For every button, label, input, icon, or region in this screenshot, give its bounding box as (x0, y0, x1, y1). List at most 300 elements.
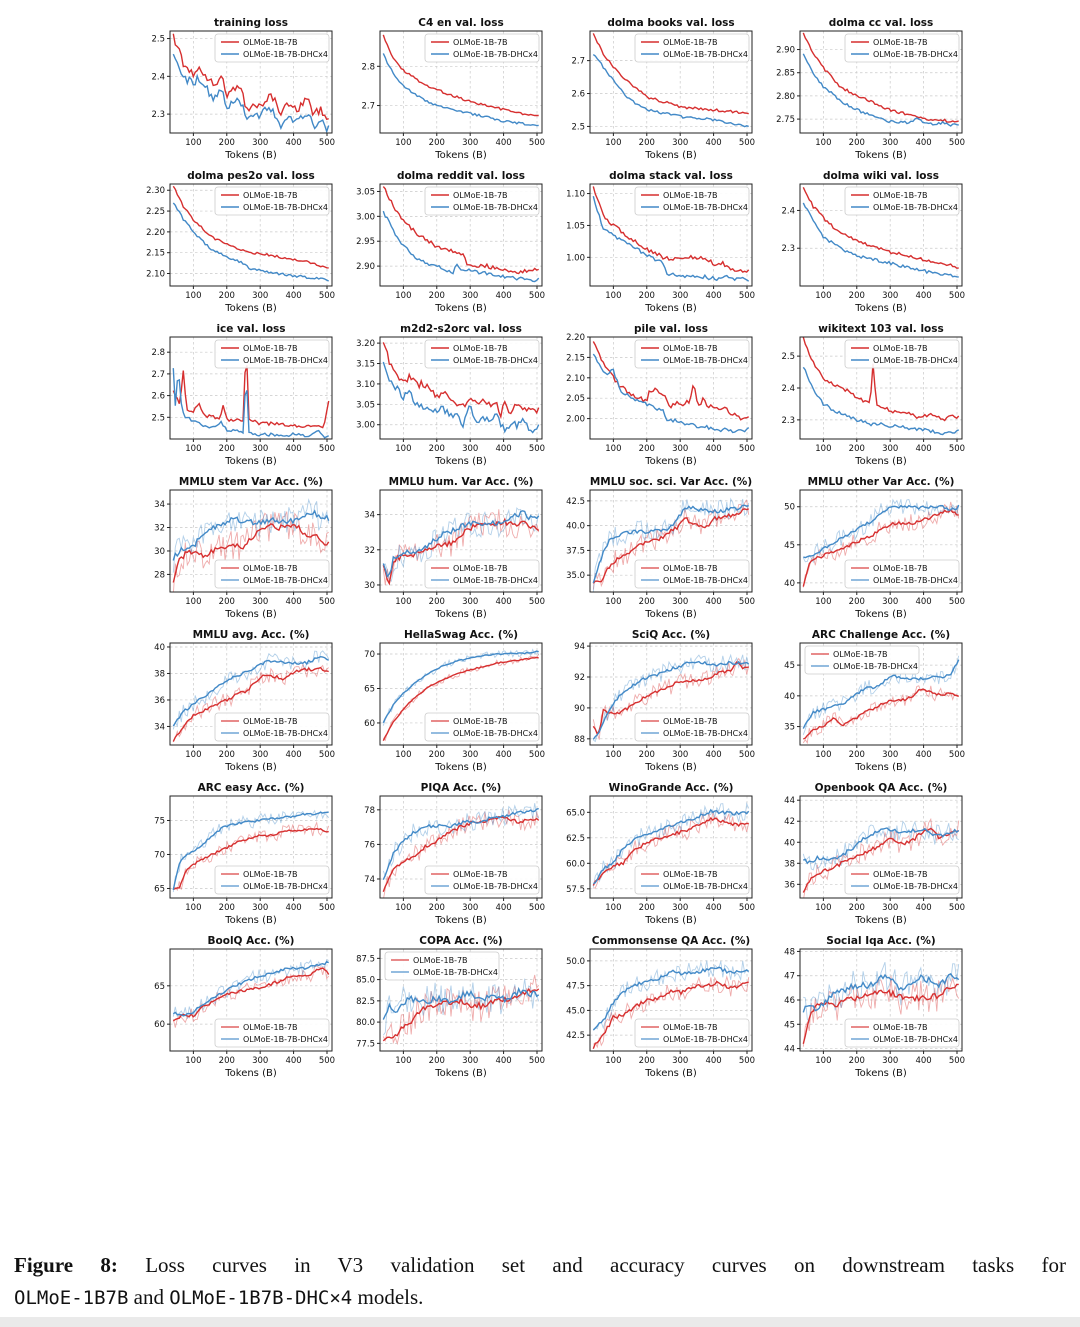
caption-conjunction: and (133, 1284, 164, 1309)
chart-title: Social Iqa Acc. (%) (826, 935, 936, 947)
svg-text:500: 500 (738, 903, 756, 913)
figure-caption (14, 1250, 1066, 1313)
svg-text:OLMoE-1B-7B-DHCx4: OLMoE-1B-7B-DHCx4 (873, 576, 959, 585)
svg-text:2.4: 2.4 (151, 72, 165, 83)
chart-title: ARC easy Acc. (%) (197, 782, 305, 794)
svg-text:500: 500 (528, 444, 546, 454)
chart-title: MMLU hum. Var Acc. (%) (388, 476, 534, 488)
svg-text:40: 40 (154, 642, 165, 653)
subplot-social-iqa-acc (758, 932, 968, 1085)
svg-text:2.10: 2.10 (146, 269, 165, 280)
subplot-sciq-acc (548, 626, 758, 779)
legend (635, 34, 749, 62)
legend (215, 340, 329, 368)
svg-text:200: 200 (848, 444, 865, 454)
svg-text:100: 100 (395, 597, 412, 607)
svg-text:2.95: 2.95 (356, 237, 375, 248)
svg-text:400: 400 (705, 597, 722, 607)
svg-text:2.3: 2.3 (781, 415, 795, 426)
svg-text:200: 200 (848, 750, 865, 760)
chart-title: m2d2-s2orc val. loss (400, 323, 522, 335)
chart-title: dolma reddit val. loss (396, 170, 526, 182)
svg-text:OLMoE-1B-7B: OLMoE-1B-7B (453, 191, 508, 200)
svg-text:OLMoE-1B-7B: OLMoE-1B-7B (453, 564, 508, 573)
svg-text:200: 200 (638, 291, 655, 301)
svg-text:100: 100 (395, 750, 412, 760)
chart-title: dolma cc val. loss (828, 17, 934, 29)
svg-text:47: 47 (784, 971, 795, 982)
svg-text:300: 300 (882, 903, 899, 913)
chart-title: BoolQ Acc. (%) (207, 935, 295, 947)
svg-text:75: 75 (154, 816, 165, 827)
svg-text:OLMoE-1B-7B-DHCx4: OLMoE-1B-7B-DHCx4 (873, 882, 959, 891)
svg-text:200: 200 (218, 444, 235, 454)
svg-text:OLMoE-1B-7B-DHCx4: OLMoE-1B-7B-DHCx4 (873, 203, 959, 212)
chart-canvas-dolma-stack-val-loss (548, 167, 758, 320)
svg-text:100: 100 (185, 903, 202, 913)
svg-text:400: 400 (705, 444, 722, 454)
chart-canvas-mmlu-soc-sci-var-acc (548, 473, 758, 626)
svg-text:70: 70 (154, 850, 165, 861)
svg-text:48: 48 (784, 947, 795, 958)
subplot-dolma-books-val-loss (548, 14, 758, 167)
subplot-arc-challenge-acc (758, 626, 968, 779)
x-axis-label: Tokens (B) (435, 303, 487, 314)
legend (425, 866, 539, 894)
x-axis-label: Tokens (B) (855, 762, 907, 773)
legend (635, 866, 749, 894)
svg-text:90: 90 (574, 703, 585, 714)
svg-text:500: 500 (948, 903, 966, 913)
x-axis-label: Tokens (B) (645, 915, 697, 926)
svg-text:500: 500 (738, 750, 756, 760)
svg-text:400: 400 (285, 138, 302, 148)
svg-text:OLMoE-1B-7B-DHCx4: OLMoE-1B-7B-DHCx4 (663, 50, 749, 59)
x-axis-label: Tokens (B) (855, 609, 907, 620)
svg-text:OLMoE-1B-7B-DHCx4: OLMoE-1B-7B-DHCx4 (663, 356, 749, 365)
x-axis-label: Tokens (B) (225, 303, 277, 314)
subplot-dolma-cc-val-loss (758, 14, 968, 167)
svg-text:400: 400 (495, 444, 512, 454)
svg-text:200: 200 (638, 138, 655, 148)
svg-text:2.00: 2.00 (566, 414, 585, 425)
svg-text:45.0: 45.0 (566, 1006, 585, 1017)
caption-model-2: OLMoE-1B7B-DHC×4 (169, 1286, 353, 1309)
svg-text:42.5: 42.5 (566, 496, 585, 507)
svg-text:65: 65 (154, 884, 165, 895)
svg-text:500: 500 (738, 444, 756, 454)
subplot-dolma-reddit-val-loss (338, 167, 548, 320)
svg-text:500: 500 (318, 903, 336, 913)
svg-text:94: 94 (574, 642, 585, 653)
x-axis-label: Tokens (B) (645, 303, 697, 314)
chart-canvas-ice-val-loss (128, 320, 338, 473)
svg-text:32: 32 (154, 523, 165, 534)
svg-text:2.3: 2.3 (151, 110, 165, 121)
legend (215, 866, 329, 894)
svg-text:300: 300 (672, 444, 689, 454)
svg-text:OLMoE-1B-7B: OLMoE-1B-7B (873, 564, 928, 573)
chart-canvas-m2d2-s2orc-val-loss (338, 320, 548, 473)
svg-text:1.05: 1.05 (566, 221, 585, 232)
svg-text:200: 200 (848, 903, 865, 913)
svg-text:300: 300 (252, 138, 269, 148)
svg-text:100: 100 (815, 903, 832, 913)
svg-text:3.10: 3.10 (356, 379, 375, 390)
chart-canvas-hellaswag-acc (338, 626, 548, 779)
chart-title: MMLU soc. sci. Var Acc. (%) (589, 476, 753, 488)
chart-canvas-dolma-wiki-val-loss (758, 167, 968, 320)
svg-text:3.15: 3.15 (356, 359, 375, 370)
svg-text:60: 60 (154, 1020, 165, 1031)
svg-text:47.5: 47.5 (566, 981, 585, 992)
svg-text:100: 100 (605, 1056, 622, 1066)
svg-text:2.90: 2.90 (776, 45, 795, 56)
svg-text:100: 100 (815, 291, 832, 301)
chart-title: MMLU stem Var Acc. (%) (178, 476, 324, 488)
svg-text:62.5: 62.5 (566, 833, 585, 844)
svg-text:OLMoE-1B-7B: OLMoE-1B-7B (243, 564, 298, 573)
subplot-mmlu-hum-var-acc (338, 473, 548, 626)
svg-text:100: 100 (815, 597, 832, 607)
svg-text:45: 45 (784, 1020, 795, 1031)
svg-text:200: 200 (428, 597, 445, 607)
svg-text:200: 200 (428, 138, 445, 148)
svg-text:OLMoE-1B-7B: OLMoE-1B-7B (453, 38, 508, 47)
x-axis-label: Tokens (B) (435, 1068, 487, 1079)
svg-text:OLMoE-1B-7B: OLMoE-1B-7B (873, 1023, 928, 1032)
svg-text:500: 500 (528, 597, 546, 607)
svg-text:70: 70 (364, 650, 375, 661)
svg-text:OLMoE-1B-7B-DHCx4: OLMoE-1B-7B-DHCx4 (663, 882, 749, 891)
svg-text:300: 300 (882, 444, 899, 454)
svg-text:2.5: 2.5 (571, 122, 585, 133)
chart-title: Commonsense QA Acc. (%) (591, 935, 751, 947)
x-axis-label: Tokens (B) (645, 1068, 697, 1079)
chart-title: training loss (214, 17, 288, 29)
svg-text:400: 400 (285, 597, 302, 607)
svg-text:300: 300 (462, 903, 479, 913)
svg-text:200: 200 (638, 1056, 655, 1066)
svg-text:500: 500 (318, 291, 336, 301)
svg-text:2.10: 2.10 (566, 373, 585, 384)
x-axis-label: Tokens (B) (435, 150, 487, 161)
chart-canvas-pile-val-loss (548, 320, 758, 473)
svg-text:OLMoE-1B-7B-DHCx4: OLMoE-1B-7B-DHCx4 (873, 1035, 959, 1044)
svg-text:200: 200 (218, 1056, 235, 1066)
svg-text:500: 500 (948, 597, 966, 607)
svg-text:400: 400 (705, 903, 722, 913)
svg-text:2.30: 2.30 (146, 186, 165, 197)
chart-canvas-dolma-pes2o-val-loss (128, 167, 338, 320)
chart-title: dolma wiki val. loss (822, 170, 940, 182)
svg-text:OLMoE-1B-7B-DHCx4: OLMoE-1B-7B-DHCx4 (243, 50, 329, 59)
svg-text:OLMoE-1B-7B-DHCx4: OLMoE-1B-7B-DHCx4 (663, 576, 749, 585)
svg-text:57.5: 57.5 (566, 884, 585, 895)
subplot-dolma-pes2o-val-loss (128, 167, 338, 320)
svg-text:100: 100 (185, 597, 202, 607)
subplot-training-loss (128, 14, 338, 167)
svg-text:100: 100 (185, 750, 202, 760)
svg-text:46: 46 (784, 996, 795, 1006)
caption-line-2 (14, 1282, 1066, 1314)
svg-text:2.7: 2.7 (361, 101, 375, 112)
svg-text:76: 76 (364, 840, 375, 851)
svg-text:OLMoE-1B-7B: OLMoE-1B-7B (243, 191, 298, 200)
subplot-piqa-acc (338, 779, 548, 932)
svg-text:44: 44 (784, 1044, 795, 1055)
svg-text:36: 36 (154, 695, 165, 706)
svg-text:300: 300 (672, 750, 689, 760)
x-axis-label: Tokens (B) (435, 762, 487, 773)
svg-text:OLMoE-1B-7B-DHCx4: OLMoE-1B-7B-DHCx4 (413, 968, 499, 977)
figure-8-chart-grid (128, 14, 968, 1085)
x-axis-label: Tokens (B) (225, 915, 277, 926)
svg-text:32: 32 (364, 545, 375, 556)
svg-text:300: 300 (252, 903, 269, 913)
svg-text:OLMoE-1B-7B-DHCx4: OLMoE-1B-7B-DHCx4 (453, 203, 539, 212)
subplot-mmlu-avg-acc (128, 626, 338, 779)
subplot-mmlu-stem-var-acc (128, 473, 338, 626)
x-axis-label: Tokens (B) (855, 915, 907, 926)
svg-text:2.3: 2.3 (781, 244, 795, 255)
svg-text:2.25: 2.25 (146, 207, 165, 218)
chart-canvas-piqa-acc (338, 779, 548, 932)
svg-text:1.00: 1.00 (566, 253, 585, 264)
svg-text:2.8: 2.8 (151, 348, 165, 359)
svg-text:28: 28 (154, 570, 165, 581)
footer-strip (0, 1317, 1080, 1327)
svg-text:OLMoE-1B-7B: OLMoE-1B-7B (663, 564, 718, 573)
caption-model-1: OLMoE-1B7B (14, 1286, 129, 1309)
caption-line-1 (14, 1250, 1066, 1282)
x-axis-label: Tokens (B) (435, 456, 487, 467)
svg-text:82.5: 82.5 (356, 996, 375, 1007)
svg-text:OLMoE-1B-7B: OLMoE-1B-7B (413, 956, 468, 965)
svg-text:100: 100 (605, 750, 622, 760)
svg-text:200: 200 (428, 1056, 445, 1066)
chart-canvas-dolma-reddit-val-loss (338, 167, 548, 320)
svg-text:300: 300 (882, 750, 899, 760)
svg-text:OLMoE-1B-7B-DHCx4: OLMoE-1B-7B-DHCx4 (243, 729, 329, 738)
svg-text:OLMoE-1B-7B-DHCx4: OLMoE-1B-7B-DHCx4 (243, 356, 329, 365)
chart-title: dolma stack val. loss (609, 170, 733, 182)
svg-text:OLMoE-1B-7B: OLMoE-1B-7B (663, 1023, 718, 1032)
svg-text:400: 400 (495, 597, 512, 607)
svg-text:OLMoE-1B-7B: OLMoE-1B-7B (873, 191, 928, 200)
svg-text:500: 500 (738, 1056, 756, 1066)
svg-text:400: 400 (495, 750, 512, 760)
svg-text:300: 300 (252, 291, 269, 301)
svg-text:400: 400 (915, 750, 932, 760)
legend (845, 1019, 959, 1047)
svg-text:34: 34 (364, 510, 375, 521)
svg-text:100: 100 (185, 138, 202, 148)
legend (215, 187, 329, 215)
x-axis-label: Tokens (B) (435, 609, 487, 620)
svg-text:2.5: 2.5 (781, 352, 795, 363)
svg-text:300: 300 (672, 1056, 689, 1066)
svg-text:500: 500 (318, 750, 336, 760)
x-axis-label: Tokens (B) (225, 1068, 277, 1079)
svg-text:OLMoE-1B-7B: OLMoE-1B-7B (453, 344, 508, 353)
svg-text:300: 300 (672, 903, 689, 913)
subplot-commonsense-qa-acc (548, 932, 758, 1085)
svg-text:1.10: 1.10 (566, 189, 585, 200)
svg-text:OLMoE-1B-7B: OLMoE-1B-7B (243, 1023, 298, 1032)
svg-text:65: 65 (364, 684, 375, 695)
svg-text:3.05: 3.05 (356, 400, 375, 411)
legend (635, 713, 749, 741)
svg-text:50.0: 50.0 (566, 956, 585, 967)
svg-text:300: 300 (462, 750, 479, 760)
chart-title: PIQA Acc. (%) (420, 782, 502, 794)
subplot-hellaswag-acc (338, 626, 548, 779)
legend (805, 646, 919, 674)
legend (425, 187, 539, 215)
svg-text:300: 300 (252, 750, 269, 760)
legend (635, 1019, 749, 1047)
chart-canvas-mmlu-other-var-acc (758, 473, 968, 626)
chart-canvas-sciq-acc (548, 626, 758, 779)
svg-text:200: 200 (848, 1056, 865, 1066)
svg-text:OLMoE-1B-7B: OLMoE-1B-7B (243, 717, 298, 726)
svg-text:500: 500 (948, 750, 966, 760)
svg-text:OLMoE-1B-7B: OLMoE-1B-7B (243, 870, 298, 879)
svg-text:200: 200 (218, 597, 235, 607)
svg-text:2.5: 2.5 (151, 34, 165, 45)
svg-text:42: 42 (784, 817, 795, 828)
svg-text:3.00: 3.00 (356, 420, 375, 431)
subplot-arc-easy-acc (128, 779, 338, 932)
svg-text:OLMoE-1B-7B: OLMoE-1B-7B (663, 717, 718, 726)
svg-text:OLMoE-1B-7B: OLMoE-1B-7B (453, 717, 508, 726)
x-axis-label: Tokens (B) (435, 915, 487, 926)
svg-text:35.0: 35.0 (566, 571, 585, 582)
svg-text:OLMoE-1B-7B-DHCx4: OLMoE-1B-7B-DHCx4 (833, 662, 919, 671)
svg-text:65: 65 (154, 981, 165, 992)
svg-text:100: 100 (395, 291, 412, 301)
chart-canvas-mmlu-stem-var-acc (128, 473, 338, 626)
svg-text:77.5: 77.5 (356, 1039, 375, 1050)
svg-text:34: 34 (154, 722, 165, 733)
svg-text:40: 40 (784, 838, 795, 849)
chart-canvas-winogrande-acc (548, 779, 758, 932)
svg-text:400: 400 (495, 138, 512, 148)
svg-text:OLMoE-1B-7B-DHCx4: OLMoE-1B-7B-DHCx4 (453, 356, 539, 365)
subplot-winogrande-acc (548, 779, 758, 932)
subplot-boolq-acc (128, 932, 338, 1085)
svg-text:400: 400 (705, 291, 722, 301)
legend (425, 340, 539, 368)
legend (845, 187, 959, 215)
svg-text:45: 45 (784, 661, 795, 672)
svg-text:OLMoE-1B-7B-DHCx4: OLMoE-1B-7B-DHCx4 (663, 729, 749, 738)
svg-text:400: 400 (705, 1056, 722, 1066)
legend (215, 1019, 329, 1047)
svg-text:OLMoE-1B-7B-DHCx4: OLMoE-1B-7B-DHCx4 (663, 1035, 749, 1044)
subplot-mmlu-soc-sci-var-acc (548, 473, 758, 626)
svg-text:OLMoE-1B-7B: OLMoE-1B-7B (873, 38, 928, 47)
svg-text:400: 400 (285, 1056, 302, 1066)
svg-text:2.15: 2.15 (146, 248, 165, 259)
svg-text:200: 200 (428, 444, 445, 454)
chart-title: HellaSwag Acc. (%) (403, 629, 519, 641)
svg-text:400: 400 (915, 444, 932, 454)
svg-text:OLMoE-1B-7B-DHCx4: OLMoE-1B-7B-DHCx4 (873, 356, 959, 365)
chart-canvas-c4-en-val-loss (338, 14, 548, 167)
svg-text:500: 500 (528, 138, 546, 148)
svg-text:2.20: 2.20 (146, 227, 165, 238)
svg-text:200: 200 (848, 291, 865, 301)
legend (845, 340, 959, 368)
svg-text:OLMoE-1B-7B: OLMoE-1B-7B (873, 344, 928, 353)
svg-text:35: 35 (784, 722, 795, 733)
chart-canvas-arc-easy-acc (128, 779, 338, 932)
svg-text:300: 300 (252, 597, 269, 607)
svg-text:2.5: 2.5 (151, 413, 165, 424)
svg-text:3.20: 3.20 (356, 339, 375, 350)
subplot-m2d2-s2orc-val-loss (338, 320, 548, 473)
svg-text:OLMoE-1B-7B-DHCx4: OLMoE-1B-7B-DHCx4 (873, 50, 959, 59)
svg-text:300: 300 (252, 444, 269, 454)
svg-text:2.80: 2.80 (776, 91, 795, 102)
chart-canvas-boolq-acc (128, 932, 338, 1085)
svg-text:100: 100 (605, 138, 622, 148)
svg-text:2.8: 2.8 (361, 62, 375, 73)
chart-canvas-training-loss (128, 14, 338, 167)
chart-canvas-dolma-cc-val-loss (758, 14, 968, 167)
svg-text:OLMoE-1B-7B-DHCx4: OLMoE-1B-7B-DHCx4 (453, 50, 539, 59)
svg-text:37.5: 37.5 (566, 546, 585, 557)
subplot-mmlu-other-var-acc (758, 473, 968, 626)
x-axis-label: Tokens (B) (645, 762, 697, 773)
chart-title: MMLU avg. Acc. (%) (192, 629, 310, 641)
svg-text:42.5: 42.5 (566, 1031, 585, 1042)
svg-text:2.90: 2.90 (356, 262, 375, 273)
legend (845, 866, 959, 894)
svg-text:34: 34 (154, 500, 165, 511)
svg-text:500: 500 (738, 597, 756, 607)
svg-text:92: 92 (574, 673, 585, 683)
svg-text:87.5: 87.5 (356, 954, 375, 965)
svg-text:2.7: 2.7 (151, 369, 165, 380)
svg-text:60.0: 60.0 (566, 859, 585, 870)
svg-text:400: 400 (705, 138, 722, 148)
svg-text:400: 400 (705, 750, 722, 760)
subplot-c4-en-val-loss (338, 14, 548, 167)
svg-text:300: 300 (462, 444, 479, 454)
svg-text:400: 400 (285, 291, 302, 301)
svg-text:OLMoE-1B-7B-DHCx4: OLMoE-1B-7B-DHCx4 (453, 576, 539, 585)
svg-text:OLMoE-1B-7B: OLMoE-1B-7B (663, 344, 718, 353)
caption-label: Figure 8: (14, 1253, 118, 1277)
svg-text:38: 38 (784, 859, 795, 870)
x-axis-label: Tokens (B) (225, 150, 277, 161)
svg-text:2.15: 2.15 (566, 353, 585, 364)
svg-text:30: 30 (154, 546, 165, 557)
svg-text:100: 100 (605, 444, 622, 454)
svg-text:100: 100 (395, 444, 412, 454)
chart-canvas-dolma-books-val-loss (548, 14, 758, 167)
svg-text:OLMoE-1B-7B: OLMoE-1B-7B (243, 38, 298, 47)
svg-text:300: 300 (882, 1056, 899, 1066)
legend (215, 713, 329, 741)
svg-text:OLMoE-1B-7B: OLMoE-1B-7B (833, 650, 888, 659)
svg-text:OLMoE-1B-7B: OLMoE-1B-7B (873, 870, 928, 879)
svg-text:200: 200 (638, 444, 655, 454)
svg-text:500: 500 (318, 597, 336, 607)
